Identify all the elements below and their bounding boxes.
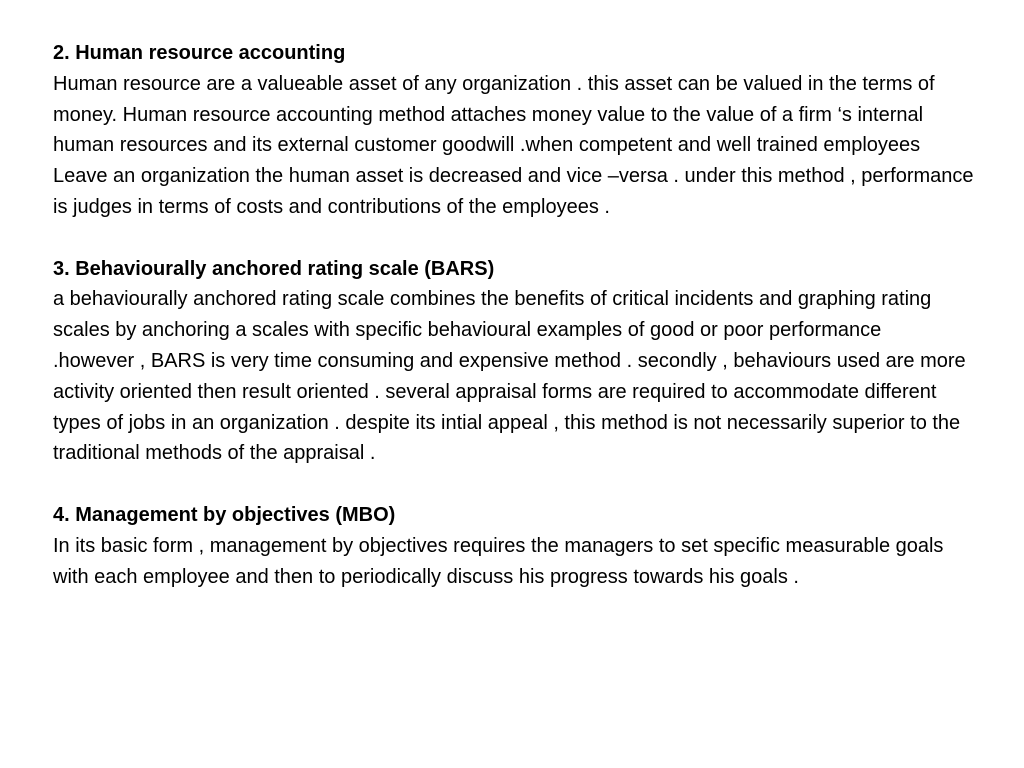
section-paragraph: In its basic form , management by objectives requires the managers to set specific measurable goals with each employee and then to periodically discuss his progress towards his goals . xyxy=(53,534,944,588)
section-mbo xyxy=(53,500,974,592)
section-paragraph: a behaviourally anchored rating scale combines the benefits of critical incidents and graphing rating scales by anchoring a scales with specific behavioural examples of good or poor performance xyxy=(53,288,932,342)
section-human-resource-accounting xyxy=(53,38,974,223)
section-heading: 4. Management by objectives (MBO) xyxy=(53,503,396,526)
section-heading: 3. Behaviourally anchored rating scale (BARS) xyxy=(53,257,495,280)
section-bars xyxy=(53,254,974,470)
section-paragraph: Human resource are a valueable asset of any organization . this asset can be valued in the terms of money. Human resource accounting method attaches money value to the value of a firm ‘s internal human resources and its external customer goodwill .when competent and well trained employees xyxy=(53,72,935,157)
section-heading: 2. Human resource accounting xyxy=(53,42,346,64)
section-paragraph: .however , BARS is very time consuming and expensive method . secondly , behaviours used are more activity oriented then result oriented . several appraisal forms are required to accommodate different types of jobs in an organization . despite its intial appeal , this method is not necessarily superior to the traditional methods of the appraisal . xyxy=(53,349,966,465)
section-paragraph: Leave an organization the human asset is decreased and vice –versa . under this method , performance is judges in terms of costs and contributions of the employees . xyxy=(53,165,974,218)
